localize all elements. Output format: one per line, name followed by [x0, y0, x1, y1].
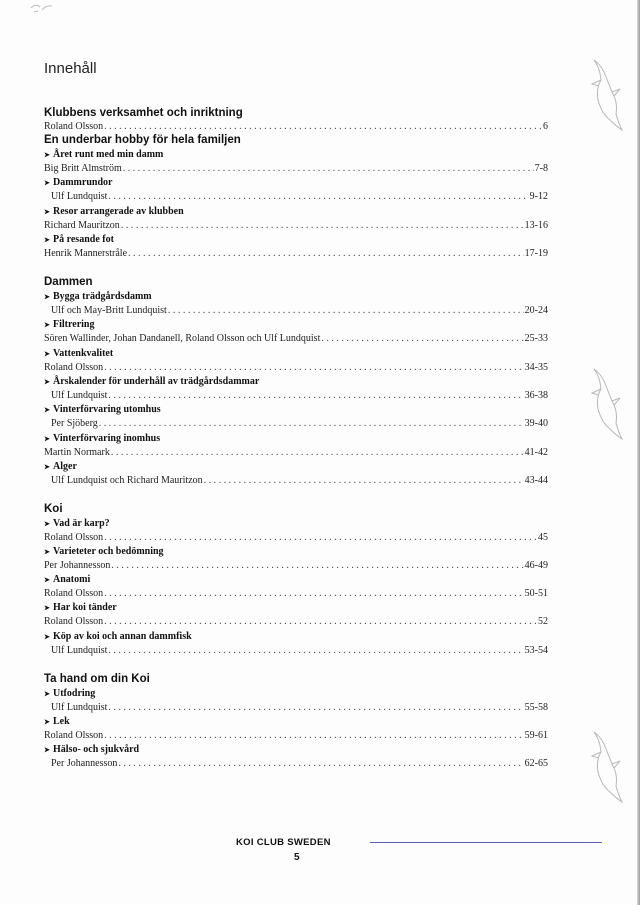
dot-leader — [104, 121, 542, 132]
entry-author: Per Johannesson — [51, 758, 118, 769]
entry-pages: 62-65 — [524, 758, 548, 769]
toc-entry[interactable] — [44, 305, 548, 316]
entry-pages: 55-58 — [524, 702, 548, 713]
entry-pages: 53-54 — [524, 645, 548, 656]
entry-author: Henrik Mannerstråle — [44, 248, 128, 259]
toc-entry[interactable] — [44, 588, 548, 599]
arrow-right-icon: ➤ — [44, 378, 50, 386]
arrow-right-icon: ➤ — [44, 208, 50, 216]
entry-author: Sören Wallinder, Johan Dandanell, Roland Olsson och Ulf Lundquist — [44, 333, 321, 344]
entry-author: Ulf Lundquist — [51, 390, 108, 401]
arrow-right-icon: ➤ — [44, 576, 50, 584]
dot-leader — [111, 560, 523, 571]
entry-pages: 46-49 — [524, 560, 548, 571]
section-title: En underbar hobby för hela familjen — [44, 134, 241, 146]
toc-entry[interactable] — [44, 447, 548, 458]
dot-leader — [104, 616, 537, 627]
entry-pages: 43-44 — [524, 475, 548, 486]
dot-leader — [104, 730, 523, 741]
section-title: Koi — [44, 503, 63, 515]
dot-leader — [118, 758, 523, 769]
entry-author: Martin Normark — [44, 447, 110, 458]
entry-pages: 7-8 — [534, 163, 548, 174]
article-title[interactable]: ➤ Köp av koi och annan dammfisk — [44, 631, 192, 642]
article-title[interactable]: ➤ Bygga trädgårdsdamm — [44, 291, 152, 302]
entry-author: Ulf och May-Britt Lundquist — [51, 305, 167, 316]
arrow-right-icon: ➤ — [44, 179, 50, 187]
article-title[interactable]: ➤ Filtrering — [44, 319, 95, 330]
entry-author: Ulf Lundquist — [51, 191, 108, 202]
toc-entry[interactable] — [44, 362, 548, 373]
arrow-right-icon: ➤ — [44, 520, 50, 528]
entry-author: Richard Mauritzon — [44, 220, 120, 231]
entry-pages: 20-24 — [524, 305, 548, 316]
entry-author: Big Britt Almström — [44, 163, 122, 174]
toc-entry[interactable] — [44, 730, 548, 741]
toc-entry[interactable] — [44, 758, 548, 769]
toc-entry[interactable] — [44, 191, 548, 202]
dot-leader — [108, 191, 528, 202]
entry-pages: 52 — [538, 616, 548, 627]
footer-rule — [370, 842, 602, 843]
article-title[interactable]: ➤ Vinterförvaring inomhus — [44, 433, 161, 444]
toc-entry[interactable] — [44, 121, 548, 132]
arrow-right-icon: ➤ — [44, 633, 50, 641]
arrow-right-icon: ➤ — [44, 604, 50, 612]
toc-entry[interactable] — [44, 333, 548, 344]
toc-entry[interactable] — [44, 616, 548, 627]
dot-leader — [121, 220, 524, 231]
section-title: Ta hand om din Koi — [44, 673, 150, 685]
toc-entry[interactable] — [44, 475, 548, 486]
arrow-right-icon: ➤ — [44, 236, 50, 244]
arrow-right-icon: ➤ — [44, 321, 50, 329]
entry-author: Ulf Lundquist — [51, 645, 108, 656]
dot-leader — [104, 532, 537, 543]
entry-author: Roland Olsson — [44, 362, 104, 373]
article-title[interactable]: ➤ Utfodring — [44, 688, 96, 699]
dot-leader — [204, 475, 524, 486]
entry-pages: 9-12 — [529, 191, 548, 202]
article-title[interactable]: ➤ Lek — [44, 716, 70, 727]
dot-leader — [128, 248, 524, 259]
entry-pages: 17-19 — [524, 248, 548, 259]
section-title: Dammen — [44, 276, 93, 288]
toc-entry[interactable] — [44, 560, 548, 571]
entry-author: Roland Olsson — [44, 730, 104, 741]
entry-pages: 45 — [538, 532, 548, 543]
entry-pages: 36-38 — [524, 390, 548, 401]
entry-author: Roland Olsson — [44, 121, 104, 132]
arrow-right-icon: ➤ — [44, 151, 50, 159]
page-title: Innehåll — [44, 60, 97, 77]
arrow-right-icon: ➤ — [44, 350, 50, 358]
koi-fish-outline-icon — [586, 728, 626, 808]
entry-pages: 50-51 — [524, 588, 548, 599]
page-number: 5 — [294, 852, 300, 863]
dot-leader — [108, 390, 523, 401]
entry-author: Roland Olsson — [44, 532, 104, 543]
entry-pages: 34-35 — [524, 362, 548, 373]
dot-leader — [111, 447, 524, 458]
dot-leader — [104, 362, 523, 373]
entry-author: Per Johannesson — [44, 560, 111, 571]
toc-entry[interactable] — [44, 163, 548, 174]
entry-pages: 6 — [543, 121, 548, 132]
koi-fish-outline-icon — [586, 56, 626, 136]
arrow-right-icon: ➤ — [44, 718, 50, 726]
section-title: Klubbens verksamhet och inriktning — [44, 107, 243, 119]
article-title[interactable]: ➤ På resande fot — [44, 234, 114, 245]
article-title[interactable]: ➤ Alger — [44, 461, 77, 472]
arrow-right-icon: ➤ — [44, 746, 50, 754]
arrow-right-icon: ➤ — [44, 548, 50, 556]
entry-author: Ulf Lundquist — [51, 702, 108, 713]
entry-author: Roland Olsson — [44, 616, 104, 627]
toc-entry[interactable] — [44, 418, 548, 429]
dot-leader — [99, 418, 524, 429]
arrow-right-icon: ➤ — [44, 435, 50, 443]
article-title[interactable]: ➤ Året runt med min damm — [44, 149, 164, 160]
entry-pages: 25-33 — [524, 333, 548, 344]
entry-pages: 39-40 — [524, 418, 548, 429]
scan-mark-icon — [28, 0, 58, 14]
entry-pages: 59-61 — [524, 730, 548, 741]
article-title[interactable]: ➤ Varieteter och bedömning — [44, 546, 164, 557]
toc-entry[interactable] — [44, 248, 548, 259]
toc-entry[interactable] — [44, 220, 548, 231]
article-title[interactable]: ➤ Vad är karp? — [44, 518, 110, 529]
dot-leader — [108, 645, 523, 656]
dot-leader — [104, 588, 523, 599]
arrow-right-icon: ➤ — [44, 293, 50, 301]
arrow-right-icon: ➤ — [44, 463, 50, 471]
article-title[interactable]: ➤ Årskalender för underhåll av trädgårdsdammar — [44, 376, 260, 387]
toc-entry[interactable] — [44, 645, 548, 656]
article-title[interactable]: ➤ Resor arrangerade av klubben — [44, 206, 184, 217]
article-title[interactable]: ➤ Anatomi — [44, 574, 91, 585]
article-title[interactable]: ➤ Har koi tänder — [44, 602, 117, 613]
koi-fish-outline-icon — [586, 365, 626, 445]
dot-leader — [123, 163, 534, 174]
article-title[interactable]: ➤ Vinterförvaring utomhus — [44, 404, 161, 415]
entry-author: Ulf Lundquist och Richard Mauritzon — [51, 475, 203, 486]
toc-entry[interactable] — [44, 532, 548, 543]
footer-club-name: KOI CLUB SWEDEN — [236, 837, 331, 848]
arrow-right-icon: ➤ — [44, 406, 50, 414]
article-title[interactable]: ➤ Dammrundor — [44, 177, 113, 188]
article-title[interactable]: ➤ Vattenkvalitet — [44, 348, 114, 359]
arrow-right-icon: ➤ — [44, 690, 50, 698]
entry-author: Per Sjöberg — [51, 418, 98, 429]
toc-entry[interactable] — [44, 702, 548, 713]
entry-pages: 41-42 — [524, 447, 548, 458]
article-title[interactable]: ➤ Hälso- och sjukvård — [44, 744, 140, 755]
entry-author: Roland Olsson — [44, 588, 104, 599]
dot-leader — [108, 702, 523, 713]
dot-leader — [321, 333, 523, 344]
dot-leader — [168, 305, 524, 316]
entry-pages: 13-16 — [524, 220, 548, 231]
toc-entry[interactable] — [44, 390, 548, 401]
